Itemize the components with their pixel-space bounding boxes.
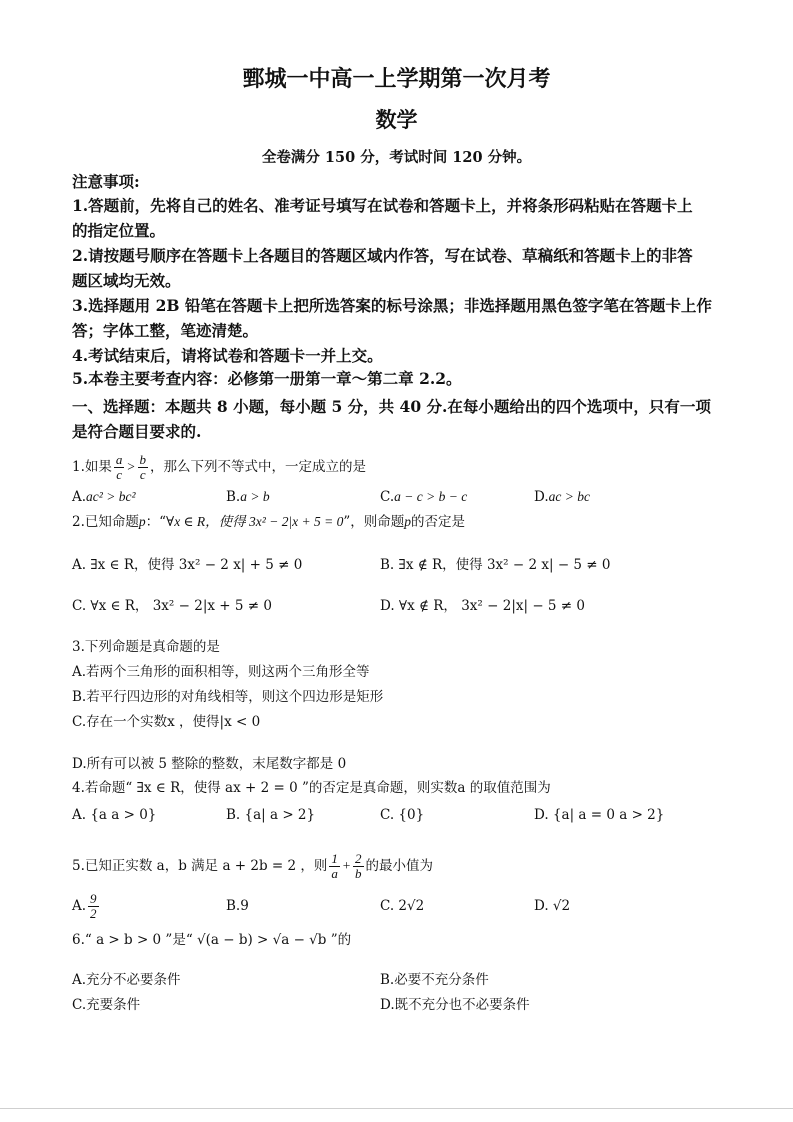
q5-option-a-den: 2 [90, 906, 97, 921]
note-5: 5.本卷主要考查内容：必修第一册第一章～第二章 2.2。 [72, 369, 462, 388]
q1-option-c-label: C. [380, 489, 395, 505]
q5-option-b: B.9 [226, 898, 249, 914]
q5-suffix: 的最小值为 [365, 858, 434, 874]
note-2-line-2: 题区域均无效。 [72, 271, 181, 290]
q2-option-b: B. ∃x ∉ R，使得 3x² − 2 x| − 5 ≠ 0 [380, 557, 611, 573]
q3-option-d: D.所有可以被 5 整除的整数，末尾数字都是 0 [72, 756, 347, 772]
exam-subtitle: 全卷满分 150 分，考试时间 120 分钟。 [261, 149, 532, 166]
q1-fraction-b-over-c [138, 453, 149, 482]
q5-fraction-2-over-b [353, 852, 364, 881]
question-6-stem: 6.“ a > b > 0 ”是“ √(a − b) > √a − √b ”的 [72, 932, 352, 948]
q5-frac-1-num: 1 [331, 851, 338, 866]
q1-option-b-math: a > b [240, 489, 270, 504]
exam-subject: 数学 [375, 107, 418, 132]
q5-fraction-1-over-a [329, 852, 340, 881]
note-3-line-2: 答；字体工整，笔迹清楚。 [72, 321, 259, 340]
q3-option-c: C.存在一个实数x ，使得|x < 0 [72, 714, 261, 730]
exam-title: 鄄城一中高一上学期第一次月考 [242, 66, 551, 92]
q4-option-c: C. {0} [380, 807, 425, 823]
note-3-line-1: 3.选择题用 2B 铅笔在答题卡上把所选答案的标号涂黑；非选择题用黑色签字笔在答题卡上作 [72, 296, 712, 315]
q1-option-b [226, 487, 270, 507]
q5-option-a [72, 892, 101, 921]
q1-option-a-label: A. [72, 489, 87, 505]
q5-frac-2-den: b [355, 866, 362, 881]
q1-fraction-a-over-c [114, 453, 125, 482]
section-1-line-2: 是符合题目要求的. [72, 422, 202, 441]
question-1-stem [72, 453, 366, 482]
note-1-line-2: 的指定位置。 [72, 221, 166, 240]
q5-prefix: 5.已知正实数 a，b 满足 a + 2b = 2 ，则 [72, 858, 328, 874]
q5-option-d: D. √2 [534, 898, 571, 914]
q5-option-c: C. 2√2 [380, 898, 425, 914]
q5-frac-1-den: a [331, 866, 338, 881]
q1-option-a-math: ac² > bc² [86, 489, 136, 504]
q2-quote-close: ”，则命题 [343, 514, 405, 530]
note-1-line-1: 1.答题前，先将自己的姓名、准考证号填写在试卷和答题卡上，并将条形码粘贴在答题卡上 [72, 196, 693, 215]
q5-option-a-label: A. [72, 898, 87, 914]
q1-frac-b-den: c [139, 467, 146, 482]
page-bottom-rule [0, 1108, 793, 1109]
note-4: 4.考试结束后，请将试卷和答题卡一并上交。 [72, 346, 383, 365]
q1-frac-b-num: b [139, 452, 147, 467]
q5-frac-2-num: 2 [355, 851, 362, 866]
q2-option-c: C. ∀x ∈ R， 3x² − 2|x + 5 ≠ 0 [72, 598, 272, 614]
question-3-stem: 3.下列命题是真命题的是 [72, 639, 220, 655]
q5-plus: + [341, 858, 352, 873]
q6-option-b: B.必要不充分条件 [380, 972, 489, 988]
q2-option-d: D. ∀x ∉ R， 3x² − 2|x| − 5 ≠ 0 [380, 598, 585, 614]
q1-option-b-label: B. [226, 489, 241, 505]
q2-proposition-p: p [138, 514, 146, 529]
q5-option-a-fraction [88, 892, 99, 921]
q3-option-a: A.若两个三角形的面积相等，则这两个三角形全等 [72, 664, 370, 680]
q6-option-d: D.既不充分也不必要条件 [380, 997, 530, 1013]
q1-option-d-math: ac > bc [548, 489, 590, 504]
q6-option-c: C.充要条件 [72, 997, 141, 1013]
q6-option-a: A.充分不必要条件 [72, 972, 181, 988]
q1-frac-a-den: c [116, 467, 123, 482]
q4-option-a: A. {a a > 0} [72, 807, 157, 823]
q2-quote-open: ：“ [145, 514, 167, 530]
question-5-stem [72, 852, 433, 881]
q4-option-d: D. {a| a = 0 a > 2} [534, 807, 665, 823]
q1-option-c-math: a − c > b − c [394, 489, 468, 504]
q1-option-d [534, 487, 590, 507]
notes-heading: 注意事项: [72, 172, 140, 191]
q5-option-a-num: 9 [90, 891, 97, 906]
question-4-stem: 4.若命题“ ∃x ∈ R，使得 ax + 2 = 0 ”的否定是真命题，则实数a 的取值范围为 [72, 780, 551, 796]
note-2-line-1: 2.请按题号顺序在答题卡上各题目的答题区域内作答，写在试卷、草稿纸和答题卡上的非答 [72, 246, 693, 265]
q1-option-d-label: D. [534, 489, 549, 505]
q1-prefix: 1.如果 [72, 459, 112, 475]
q1-suffix: ，那么下列不等式中，一定成立的是 [150, 459, 367, 475]
q2-statement: ∀x ∈ R，使得 3x² − 2|x + 5 = 0 [166, 514, 344, 529]
q1-frac-a-num: a [115, 452, 123, 467]
q2-option-a: A. ∃x ∈ R，使得 3x² − 2 x| + 5 ≠ 0 [72, 557, 303, 573]
question-2-stem [72, 512, 465, 532]
q3-option-b: B.若平行四边形的对角线相等，则这个四边形是矩形 [72, 689, 384, 705]
q1-gt: > [126, 459, 136, 474]
q2-proposition-p-2: p [404, 514, 412, 529]
section-1-line-1: 一、选择题：本题共 8 小题，每小题 5 分，共 40 分.在每小题给出的四个选项中，只有一项 [72, 397, 711, 416]
q1-option-c [380, 487, 467, 507]
q2-prefix: 2.已知命题 [72, 514, 139, 530]
q2-suffix: 的否定是 [411, 514, 466, 530]
q1-option-a [72, 487, 136, 507]
q4-option-b: B. {a| a > 2} [226, 807, 316, 823]
